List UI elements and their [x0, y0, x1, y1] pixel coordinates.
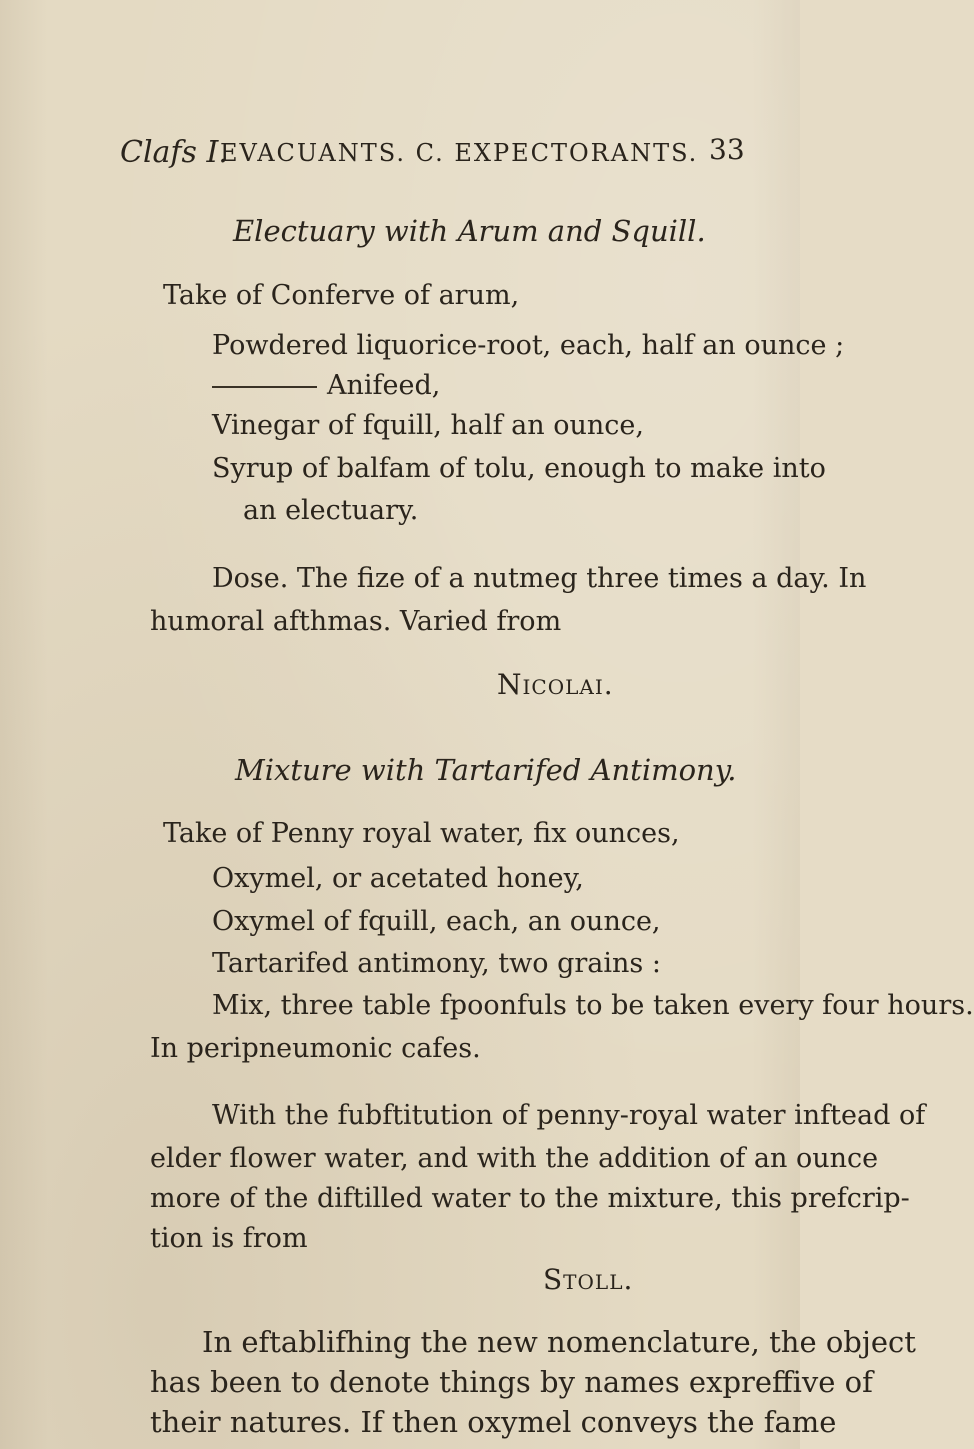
running-title: EVACUANTS. C. EXPECTORANTS. [220, 139, 699, 167]
recipe-line: Powdered liquorice-root, each, half an ounce ; [212, 330, 845, 361]
recipe-line: In peripneumonic cafes. [150, 1033, 481, 1064]
dose-line: Dose. The fize of a nutmeg three times a day. In [212, 563, 867, 594]
recipe-line: Syrup of balfam of tolu, enough to make into [212, 453, 826, 484]
recipe-line: Take of Penny royal water, fix ounces, [163, 818, 680, 849]
ditto-dash [212, 386, 317, 388]
recipe-heading-mixture: Mixture with Tartarifed Antimony. [235, 753, 737, 787]
recipe-line: Mix, three table fpoonfuls to be taken every four hours. [212, 990, 974, 1021]
recipe-line: Take of Conferve of arum, [163, 280, 520, 311]
recipe-heading-electuary: Electuary with Arum and Squill. [233, 214, 706, 248]
note-line: more of the diftilled water to the mixture, this prefcrip- [150, 1183, 910, 1214]
prose-line: their natures. If then oxymel conveys the fame [150, 1405, 837, 1439]
note-line: With the fubftitution of penny-royal water inftead of [212, 1100, 926, 1131]
recipe-line: Oxymel, or acetated honey, [212, 863, 584, 894]
prose-line: In eftablifhing the new nomenclature, the object [202, 1325, 916, 1359]
note-line: tion is from [150, 1223, 308, 1254]
recipe-line [212, 370, 440, 401]
recipe-line: Oxymel of fquill, each, an ounce, [212, 906, 661, 937]
page-number: 33 [709, 133, 745, 166]
author-attribution: Nicolai. [497, 668, 614, 701]
class-label: Clafs I. [120, 135, 228, 170]
recipe-line-text: Anifeed, [327, 370, 441, 401]
author-attribution: Stoll. [543, 1263, 634, 1296]
note-line: elder flower water, and with the addition of an ounce [150, 1143, 879, 1174]
dose-line: humoral afthmas. Varied from [150, 606, 562, 637]
recipe-line: Vinegar of fquill, half an ounce, [212, 410, 644, 441]
prose-line: has been to denote things by names expreffive of [150, 1365, 873, 1399]
recipe-line: an electuary. [243, 495, 419, 526]
recipe-line: Tartarifed antimony, two grains : [212, 948, 661, 979]
